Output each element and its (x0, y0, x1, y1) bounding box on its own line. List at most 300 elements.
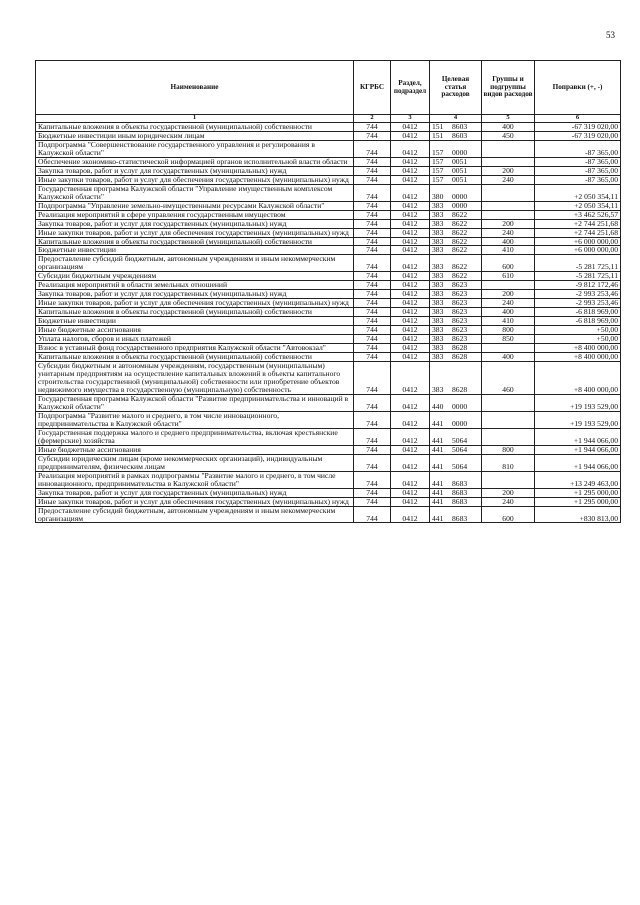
table-row (36, 506, 621, 523)
row-section: 0412 (391, 308, 430, 317)
row-target (430, 246, 482, 255)
row-amendment-amount: +8 400 000,00 (535, 362, 621, 395)
table-row (36, 246, 621, 255)
row-name: Субсидии бюджетным учреждениям (36, 272, 354, 281)
target-program-code: 157 (432, 166, 444, 175)
table-row (36, 237, 621, 246)
row-kgrbs: 744 (354, 272, 391, 281)
row-section: 0412 (391, 157, 430, 166)
row-name: Бюджетные инвестиции (36, 246, 354, 255)
row-expense-group (482, 201, 535, 210)
row-expense-group: 410 (482, 317, 535, 326)
row-target (430, 471, 482, 488)
column-number-row (36, 115, 621, 123)
target-program-code: 383 (432, 289, 444, 299)
row-amendment-amount: +6 000 000,00 (535, 237, 621, 246)
table-row (36, 326, 621, 335)
target-program-code: 151 (432, 131, 444, 140)
row-expense-group: 400 (482, 237, 535, 246)
target-item-code: 8622 (452, 245, 468, 255)
row-name: Бюджетные инвестиции иным юридическим лицам (36, 131, 354, 140)
target-item-code: 0051 (452, 175, 468, 184)
row-name: Закупка товаров, работ и услуг для государственных (муниципальных) нужд (36, 290, 354, 299)
row-amendment-amount: +1 944 066,00 (535, 454, 621, 471)
target-item-code: 8622 (452, 262, 468, 272)
target-item-code: 8623 (452, 307, 468, 317)
row-name: Капитальные вложения в объекты государственной (муниципальной) собственности (36, 353, 354, 362)
table-row (36, 445, 621, 454)
row-kgrbs: 744 (354, 299, 391, 308)
target-item-code: 8622 (452, 210, 468, 219)
row-section: 0412 (391, 362, 430, 395)
row-target (430, 445, 482, 454)
target-item-code: 8628 (452, 352, 468, 362)
table-row (36, 299, 621, 308)
row-name: Подпрограмма "Совершенствование государственного управления и регулирования в Калужской области" (36, 140, 354, 157)
row-kgrbs: 744 (354, 210, 391, 219)
row-kgrbs: 744 (354, 255, 391, 272)
row-kgrbs: 744 (354, 290, 391, 299)
row-section: 0412 (391, 175, 430, 184)
row-name: Государственная программа Калужской области "Управление имущественным комплексом Калужской области" (36, 184, 354, 201)
row-target (430, 228, 482, 237)
page-number: 53 (606, 30, 615, 40)
target-program-code: 441 (432, 478, 444, 488)
row-expense-group: 200 (482, 166, 535, 175)
row-target (430, 394, 482, 411)
target-item-code: 8622 (452, 219, 468, 228)
target-program-code: 383 (432, 201, 444, 210)
row-kgrbs: 744 (354, 394, 391, 411)
row-kgrbs: 744 (354, 166, 391, 175)
target-item-code: 8622 (452, 237, 468, 246)
row-expense-group: 240 (482, 299, 535, 308)
target-program-code: 383 (432, 262, 444, 272)
table-body (36, 122, 621, 523)
row-section: 0412 (391, 445, 430, 454)
table-row (36, 344, 621, 353)
row-amendment-amount: +1 295 000,00 (535, 497, 621, 506)
row-amendment-amount: -67 319 020,00 (535, 131, 621, 140)
row-expense-group (482, 184, 535, 201)
row-expense-group: 850 (482, 335, 535, 344)
row-name: Реализация мероприятий в области земельных отношений (36, 281, 354, 290)
row-section: 0412 (391, 488, 430, 497)
row-amendment-amount: -5 281 725,11 (535, 255, 621, 272)
row-section: 0412 (391, 454, 430, 471)
row-kgrbs: 744 (354, 488, 391, 497)
table-row (36, 488, 621, 497)
target-program-code: 440 (432, 401, 444, 411)
row-section: 0412 (391, 281, 430, 290)
column-number: 2 (354, 115, 391, 123)
table-row (36, 122, 621, 131)
row-target (430, 335, 482, 344)
row-expense-group (482, 281, 535, 290)
row-section: 0412 (391, 335, 430, 344)
row-expense-group: 400 (482, 308, 535, 317)
row-kgrbs: 744 (354, 335, 391, 344)
target-program-code: 157 (432, 157, 444, 166)
row-target (430, 290, 482, 299)
table-header-row (36, 61, 621, 115)
row-kgrbs: 744 (354, 445, 391, 454)
row-kgrbs: 744 (354, 497, 391, 506)
row-name: Взнос в уставный фонд государственного предприятия Калужской области "Автовокзал" (36, 344, 354, 353)
row-expense-group (482, 344, 535, 353)
row-amendment-amount: -87 365,00 (535, 175, 621, 184)
row-expense-group: 810 (482, 454, 535, 471)
row-section: 0412 (391, 255, 430, 272)
row-name: Иные закупки товаров, работ и услуг для обеспечения государственных (муниципальных) нужд (36, 497, 354, 506)
column-number: 4 (430, 115, 482, 123)
row-amendment-amount: +50,00 (535, 335, 621, 344)
target-item-code: 5064 (452, 461, 468, 471)
target-item-code: 8683 (452, 488, 468, 497)
target-program-code: 383 (432, 334, 444, 344)
target-program-code: 441 (432, 461, 444, 471)
table-row (36, 272, 621, 281)
row-section: 0412 (391, 497, 430, 506)
row-section: 0412 (391, 210, 430, 219)
row-section: 0412 (391, 394, 430, 411)
target-program-code: 441 (432, 513, 444, 523)
target-item-code: 8623 (452, 280, 468, 290)
row-target (430, 157, 482, 166)
target-program-code: 383 (432, 343, 444, 353)
target-item-code: 8623 (452, 334, 468, 344)
row-target (430, 344, 482, 353)
table-row (36, 281, 621, 290)
row-section: 0412 (391, 131, 430, 140)
target-item-code: 8683 (452, 497, 468, 506)
row-section: 0412 (391, 290, 430, 299)
row-target (430, 131, 482, 140)
row-name: Закупка товаров, работ и услуг для государственных (муниципальных) нужд (36, 219, 354, 228)
target-program-code: 157 (432, 147, 444, 157)
header-target: Целевая статья расходов (430, 61, 482, 115)
table-row (36, 353, 621, 362)
budget-amendments-table (35, 60, 621, 523)
target-program-code: 383 (432, 228, 444, 237)
row-target (430, 488, 482, 497)
row-expense-group: 400 (482, 353, 535, 362)
row-expense-group: 410 (482, 246, 535, 255)
row-amendment-amount: +8 400 000,00 (535, 344, 621, 353)
row-section: 0412 (391, 353, 430, 362)
row-target (430, 299, 482, 308)
row-expense-group: 600 (482, 255, 535, 272)
row-amendment-amount: +830 813,00 (535, 506, 621, 523)
row-kgrbs: 744 (354, 362, 391, 395)
target-item-code: 8683 (452, 513, 468, 523)
row-section: 0412 (391, 506, 430, 523)
table-row (36, 184, 621, 201)
target-item-code: 8683 (452, 478, 468, 488)
row-kgrbs: 744 (354, 201, 391, 210)
target-program-code: 383 (432, 325, 444, 335)
table-row (36, 411, 621, 428)
row-amendment-amount: +2 050 354,11 (535, 184, 621, 201)
row-expense-group: 240 (482, 497, 535, 506)
row-section: 0412 (391, 166, 430, 175)
row-kgrbs: 744 (354, 317, 391, 326)
row-target (430, 210, 482, 219)
target-item-code: 8603 (452, 131, 468, 140)
row-amendment-amount: -6 818 969,00 (535, 317, 621, 326)
row-target (430, 411, 482, 428)
target-item-code: 5064 (452, 435, 468, 445)
row-section: 0412 (391, 272, 430, 281)
row-name: Бюджетные инвестиции (36, 317, 354, 326)
target-program-code: 383 (432, 271, 444, 281)
target-program-code: 441 (432, 497, 444, 506)
row-name: Иные закупки товаров, работ и услуг для обеспечения государственных (муниципальных) нужд (36, 299, 354, 308)
row-target (430, 201, 482, 210)
row-amendment-amount: +2 744 251,68 (535, 219, 621, 228)
target-program-code: 383 (432, 298, 444, 308)
row-kgrbs: 744 (354, 506, 391, 523)
row-amendment-amount: +1 295 000,00 (535, 488, 621, 497)
row-target (430, 326, 482, 335)
row-name: Иные бюджетные ассигнования (36, 326, 354, 335)
row-amendment-amount: -6 818 969,00 (535, 308, 621, 317)
row-amendment-amount: -87 365,00 (535, 157, 621, 166)
row-expense-group: 240 (482, 175, 535, 184)
target-item-code: 8622 (452, 228, 468, 237)
target-program-code: 383 (432, 237, 444, 246)
header-groups: Группы и подгруппы видов расходов (482, 61, 535, 115)
row-target (430, 317, 482, 326)
table-row (36, 219, 621, 228)
table-row (36, 290, 621, 299)
row-expense-group (482, 428, 535, 445)
row-kgrbs: 744 (354, 228, 391, 237)
row-section: 0412 (391, 184, 430, 201)
row-target (430, 272, 482, 281)
table-row (36, 335, 621, 344)
row-section: 0412 (391, 317, 430, 326)
row-name: Предоставление субсидий бюджетным, автономным учреждениям и иным некоммерческим организациям (36, 255, 354, 272)
row-kgrbs: 744 (354, 219, 391, 228)
target-program-code: 441 (432, 488, 444, 497)
table-row (36, 157, 621, 166)
row-amendment-amount: -67 319 020,00 (535, 122, 621, 131)
row-amendment-amount: +1 944 066,00 (535, 445, 621, 454)
row-name: Обеспечение экономико-статистической информацией органов исполнительной власти области (36, 157, 354, 166)
table-row (36, 471, 621, 488)
target-item-code: 0000 (452, 201, 468, 210)
target-program-code: 383 (432, 280, 444, 290)
row-kgrbs: 744 (354, 471, 391, 488)
target-item-code: 0000 (452, 418, 468, 428)
target-item-code: 8623 (452, 325, 468, 335)
row-section: 0412 (391, 246, 430, 255)
table-row (36, 497, 621, 506)
row-expense-group: 610 (482, 272, 535, 281)
row-amendment-amount: +50,00 (535, 326, 621, 335)
row-section: 0412 (391, 201, 430, 210)
target-program-code: 157 (432, 175, 444, 184)
target-item-code: 0000 (452, 147, 468, 157)
row-section: 0412 (391, 411, 430, 428)
row-kgrbs: 744 (354, 353, 391, 362)
row-expense-group: 200 (482, 290, 535, 299)
target-program-code: 383 (432, 219, 444, 228)
row-amendment-amount: -2 993 253,46 (535, 299, 621, 308)
column-number: 1 (36, 115, 354, 123)
row-section: 0412 (391, 299, 430, 308)
row-name: Подпрограмма "Развитие малого и среднего, в том числе инновационного, предпринимательства в Калужской области" (36, 411, 354, 428)
row-target (430, 506, 482, 523)
row-target (430, 308, 482, 317)
row-name: Государственная поддержка малого и среднего предпринимательства, включая крестьянские (фермерские) хозяйства (36, 428, 354, 445)
row-target (430, 219, 482, 228)
row-target (430, 140, 482, 157)
row-expense-group: 460 (482, 362, 535, 395)
table-row (36, 201, 621, 210)
row-amendment-amount: +2 744 251,68 (535, 228, 621, 237)
row-expense-group (482, 140, 535, 157)
row-expense-group: 450 (482, 131, 535, 140)
row-section: 0412 (391, 344, 430, 353)
target-item-code: 8623 (452, 316, 468, 326)
row-expense-group: 800 (482, 445, 535, 454)
row-name: Субсидии юридическим лицам (кроме некоммерческих организаций), индивидуальным предпринимателям, физическим лицам (36, 454, 354, 471)
row-amendment-amount: +19 193 529,00 (535, 394, 621, 411)
target-program-code: 380 (432, 191, 444, 201)
table-row (36, 454, 621, 471)
row-name: Иные закупки товаров, работ и услуг для обеспечения государственных (муниципальных) нужд (36, 228, 354, 237)
row-kgrbs: 744 (354, 175, 391, 184)
target-item-code: 8603 (452, 122, 468, 131)
row-kgrbs: 744 (354, 326, 391, 335)
target-item-code: 0000 (452, 401, 468, 411)
row-expense-group (482, 471, 535, 488)
row-expense-group: 400 (482, 122, 535, 131)
row-kgrbs: 744 (354, 237, 391, 246)
target-item-code: 8628 (452, 384, 468, 394)
row-amendment-amount: -5 281 725,11 (535, 272, 621, 281)
row-expense-group: 240 (482, 228, 535, 237)
row-kgrbs: 744 (354, 122, 391, 131)
target-program-code: 441 (432, 435, 444, 445)
row-amendment-amount: -87 365,00 (535, 166, 621, 175)
row-amendment-amount: +2 050 354,11 (535, 201, 621, 210)
target-program-code: 383 (432, 210, 444, 219)
row-name: Иные закупки товаров, работ и услуг для обеспечения государственных (муниципальных) нужд (36, 175, 354, 184)
table-row (36, 394, 621, 411)
target-item-code: 0000 (452, 191, 468, 201)
row-amendment-amount: +3 462 526,57 (535, 210, 621, 219)
row-section: 0412 (391, 326, 430, 335)
row-section: 0412 (391, 428, 430, 445)
row-target (430, 428, 482, 445)
row-kgrbs: 744 (354, 140, 391, 157)
target-program-code: 383 (432, 352, 444, 362)
row-name: Закупка товаров, работ и услуг для государственных (муниципальных) нужд (36, 488, 354, 497)
row-kgrbs: 744 (354, 157, 391, 166)
row-target (430, 353, 482, 362)
row-section: 0412 (391, 237, 430, 246)
row-target (430, 237, 482, 246)
row-section: 0412 (391, 471, 430, 488)
table-row (36, 131, 621, 140)
row-kgrbs: 744 (354, 308, 391, 317)
row-name: Иные бюджетные ассигнования (36, 445, 354, 454)
row-target (430, 175, 482, 184)
table-row (36, 166, 621, 175)
row-kgrbs: 744 (354, 281, 391, 290)
row-target (430, 184, 482, 201)
row-target (430, 454, 482, 471)
row-name: Реализация мероприятий в сфере управления государственным имуществом (36, 210, 354, 219)
row-kgrbs: 744 (354, 428, 391, 445)
row-expense-group: 600 (482, 506, 535, 523)
row-amendment-amount: +6 000 000,00 (535, 246, 621, 255)
target-item-code: 8628 (452, 343, 468, 353)
table-row (36, 140, 621, 157)
row-target (430, 281, 482, 290)
row-amendment-amount: +1 944 066,00 (535, 428, 621, 445)
row-name: Капитальные вложения в объекты государственной (муниципальной) собственности (36, 308, 354, 317)
target-item-code: 8623 (452, 289, 468, 299)
row-kgrbs: 744 (354, 131, 391, 140)
target-item-code: 5064 (452, 445, 468, 454)
row-amendment-amount: -9 812 172,46 (535, 281, 621, 290)
row-target (430, 255, 482, 272)
row-name: Капитальные вложения в объекты государственной (муниципальной) собственности (36, 237, 354, 246)
row-kgrbs: 744 (354, 184, 391, 201)
target-program-code: 383 (432, 316, 444, 326)
row-amendment-amount: +8 400 000,00 (535, 353, 621, 362)
row-kgrbs: 744 (354, 246, 391, 255)
row-expense-group (482, 411, 535, 428)
column-number: 3 (391, 115, 430, 123)
target-item-code: 0051 (452, 157, 468, 166)
header-name: Наименование (36, 61, 354, 115)
column-number: 5 (482, 115, 535, 123)
row-expense-group (482, 210, 535, 219)
row-expense-group: 200 (482, 219, 535, 228)
target-program-code: 383 (432, 384, 444, 394)
row-expense-group: 200 (482, 488, 535, 497)
target-program-code: 151 (432, 122, 444, 131)
row-target (430, 166, 482, 175)
row-section: 0412 (391, 140, 430, 157)
header-amendments: Поправки (+, -) (535, 61, 621, 115)
table-row (36, 175, 621, 184)
target-item-code: 8623 (452, 298, 468, 308)
row-name: Капитальные вложения в объекты государственной (муниципальной) собственности (36, 122, 354, 131)
column-number: 6 (535, 115, 621, 123)
table-row (36, 428, 621, 445)
row-name: Уплата налогов, сборов и иных платежей (36, 335, 354, 344)
row-section: 0412 (391, 219, 430, 228)
header-kgrbs: КГРБС (354, 61, 391, 115)
row-target (430, 362, 482, 395)
row-name: Субсидии бюджетным и автономным учреждениям, государственным (муниципальным) унитарным предприятиям на осуществление капитальных вложений в объекты капитального строительства государственной (муниципальной) собственности или приобретение объектов недвижимого имущества в государственную (муниципальную) собственность (36, 362, 354, 395)
row-kgrbs: 744 (354, 454, 391, 471)
table-row (36, 317, 621, 326)
table-row (36, 362, 621, 395)
row-name: Подпрограмма "Управление земельно-имущественными ресурсами Калужской области" (36, 201, 354, 210)
target-program-code: 441 (432, 445, 444, 454)
table-row (36, 228, 621, 237)
header-section: Раздел, подраздел (391, 61, 430, 115)
target-item-code: 0051 (452, 166, 468, 175)
table-row (36, 210, 621, 219)
